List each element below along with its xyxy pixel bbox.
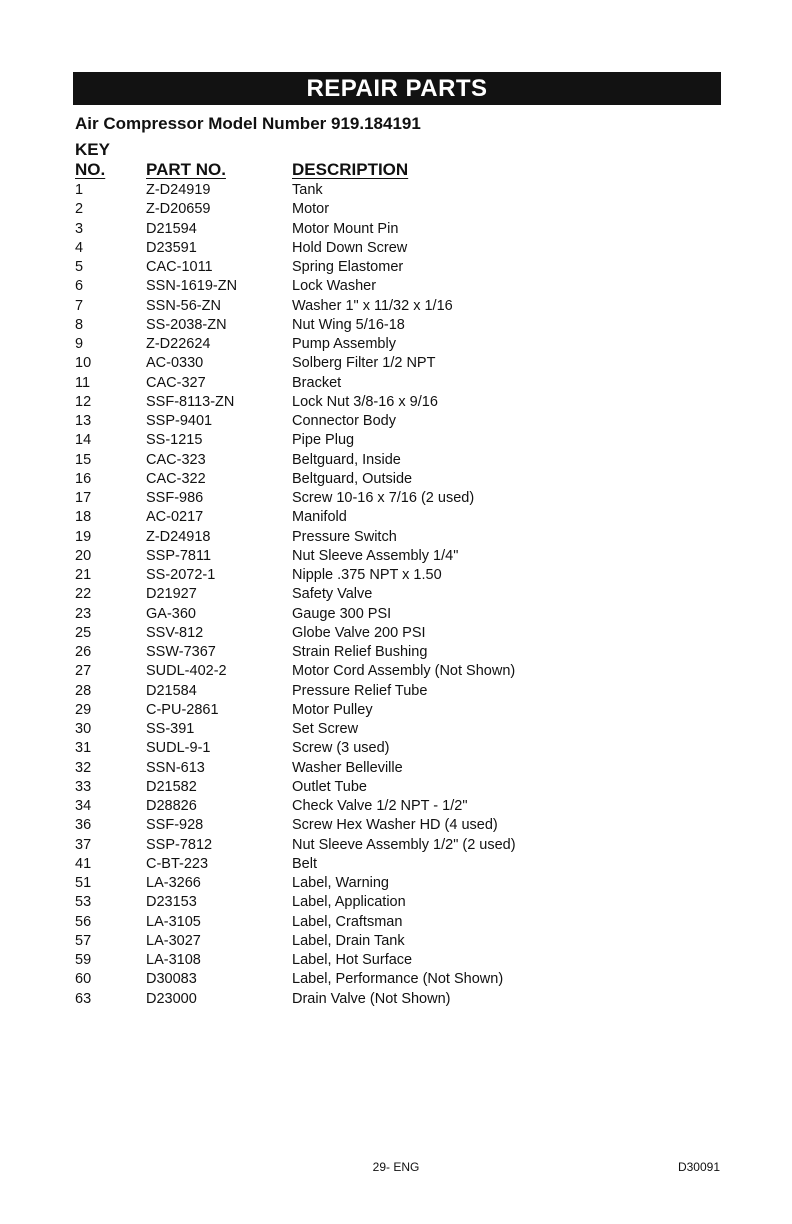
part-description: Pressure Switch [292,528,397,545]
part-number: Z-D20659 [146,201,211,218]
part-description: Beltguard, Inside [292,451,401,468]
key-number: 12 [75,393,92,410]
key-number: 11 [75,374,91,391]
key-number: 33 [75,778,92,795]
part-description: Washer 1" x 11/32 x 1/16 [292,297,453,314]
key-number: 57 [75,932,92,949]
table-row [75,913,715,932]
table-row [75,585,715,604]
part-description: Drain Valve (Not Shown) [292,990,451,1007]
key-number: 16 [75,470,92,487]
table-row [75,720,715,739]
table-row [75,759,715,778]
table-row [75,682,715,701]
part-description: Lock Nut 3/8-16 x 9/16 [292,393,438,410]
part-description: Label, Application [292,894,406,911]
part-description: Nut Sleeve Assembly 1/2" (2 used) [292,836,516,853]
key-number: 20 [75,547,92,564]
part-number: SSP-7811 [146,547,212,564]
part-description: Pump Assembly [292,336,396,352]
part-number: D21927 [146,586,197,603]
table-row [75,393,715,412]
part-description: Screw Hex Washer HD (4 used) [292,817,498,834]
key-number: 22 [75,586,92,603]
part-description: Label, Performance (Not Shown) [292,971,504,988]
part-description: Check Valve 1/2 NPT - 1/2" [292,798,468,814]
part-number: C-BT-223 [146,855,209,872]
part-description: Screw 10-16 x 7/16 (2 used) [292,490,475,506]
table-row [75,470,715,489]
table-row [75,451,715,470]
part-description: Solberg Filter 1/2 NPT [292,355,436,372]
key-number: 59 [75,952,92,968]
table-row [75,508,715,527]
part-number: SSF-8113-ZN [146,393,235,410]
key-number: 4 [75,239,84,256]
table-row [75,220,715,239]
table-row [75,277,715,296]
table-row [75,412,715,431]
table-row [75,855,715,874]
key-number: 3 [75,220,84,237]
part-number: LA-3105 [146,913,201,930]
key-number: 32 [75,759,92,776]
key-number: 25 [75,624,92,641]
part-description: Screw (3 used) [292,740,390,757]
key-number: 27 [75,663,92,680]
part-number: SSN-56-ZN [146,297,221,314]
part-number: SS-1215 [146,432,203,449]
key-number: 31 [75,740,92,757]
table-row [75,258,715,277]
page-number: 29- ENG [372,1160,420,1174]
part-description: Gauge 300 PSI [292,605,392,622]
part-number: CAC-1011 [146,259,213,275]
key-number: 30 [75,721,92,737]
part-description: Nipple .375 NPT x 1.50 [292,567,442,583]
key-number: 53 [75,894,92,911]
table-row [75,605,715,624]
table-row [75,624,715,643]
column-header-part-no: PART NO. [146,160,226,179]
part-description: Connector Body [292,413,396,429]
key-number: 41 [75,855,92,872]
key-number: 17 [75,490,92,506]
key-number: 51 [75,875,92,891]
part-description: Motor Mount Pin [292,220,399,237]
part-number: SSV-812 [146,624,204,641]
table-row [75,990,715,1009]
part-number: D28826 [146,798,197,814]
table-row [75,354,715,373]
part-number: LA-3266 [146,875,201,891]
table-row [75,547,715,566]
part-number: SS-2072-1 [146,567,216,583]
key-number: 7 [75,297,84,314]
table-row [75,797,715,816]
part-description: Manifold [292,509,347,526]
part-description: Motor [292,201,330,218]
part-description: Set Screw [292,721,359,737]
part-description: Strain Relief Bushing [292,644,428,660]
part-number: SSP-9401 [146,413,213,429]
key-number: 34 [75,798,92,814]
part-number: AC-0217 [146,509,204,526]
part-number: CAC-327 [146,374,206,391]
table-row [75,181,715,200]
part-description: Bracket [292,374,342,391]
part-description: Motor Pulley [292,701,373,718]
part-description: Pipe Plug [292,432,355,449]
key-column-label: KEY [75,140,110,159]
key-number: 1 [75,182,84,198]
part-description: Nut Sleeve Assembly 1/4" [292,547,459,564]
part-number: SSN-1619-ZN [146,278,238,295]
key-number: 18 [75,509,92,526]
part-number: Z-D22624 [146,336,211,352]
part-description: Lock Washer [292,278,377,295]
part-number: GA-360 [146,605,196,622]
part-description: Motor Cord Assembly (Not Shown) [292,663,516,680]
part-number: LA-3108 [146,952,201,968]
key-number: 15 [75,451,92,468]
part-description: Beltguard, Outside [292,470,413,487]
table-row [75,528,715,547]
key-number: 26 [75,644,92,660]
part-number: D30083 [146,971,197,988]
table-row [75,643,715,662]
part-number: Z-D24919 [146,182,211,198]
table-row [75,816,715,835]
table-row [75,836,715,855]
part-description: Tank [292,182,323,198]
part-description: Hold Down Screw [292,239,408,256]
parts-list [75,181,715,1009]
part-number: SUDL-9-1 [146,740,211,757]
column-header-description: DESCRIPTION [292,160,409,179]
part-number: C-PU-2861 [146,701,219,718]
part-number: SS-2038-ZN [146,316,227,333]
part-number: SSF-986 [146,490,204,506]
section-banner: REPAIR PARTS [73,72,721,105]
table-row [75,662,715,681]
key-number: 19 [75,528,92,545]
part-number: SS-391 [146,721,195,737]
key-number: 14 [75,432,92,449]
part-number: CAC-323 [146,451,206,468]
column-header-no: NO. [75,160,106,179]
table-row [75,297,715,316]
part-number: AC-0330 [146,355,204,372]
part-description: Safety Valve [292,586,373,603]
key-number: 5 [75,259,84,275]
key-number: 6 [75,278,84,295]
part-number: SSP-7812 [146,836,213,853]
key-number: 36 [75,817,92,834]
part-description: Label, Drain Tank [292,932,405,949]
key-number: 10 [75,355,92,372]
part-number: SUDL-402-2 [146,663,227,680]
part-number: D21584 [146,682,197,699]
table-row [75,970,715,989]
key-number: 56 [75,913,92,930]
part-number: Z-D24918 [146,528,211,545]
part-description: Belt [292,855,317,872]
part-number: D21594 [146,220,197,237]
key-number: 63 [75,990,92,1007]
key-number: 37 [75,836,92,853]
table-row [75,316,715,335]
key-number: 28 [75,682,92,699]
part-number: SSN-613 [146,759,205,776]
part-description: Spring Elastomer [292,259,404,275]
part-number: D23153 [146,894,197,911]
table-row [75,239,715,258]
part-number: D23000 [146,990,197,1007]
part-description: Label, Warning [292,875,389,891]
table-row [75,778,715,797]
key-number: 21 [75,567,92,583]
key-number: 13 [75,413,92,429]
key-number: 2 [75,201,84,218]
part-description: Globe Valve 200 PSI [292,624,426,641]
key-number: 9 [75,336,84,352]
table-row [75,431,715,450]
model-number-title: Air Compressor Model Number 919.184191 [75,114,421,133]
part-number: CAC-322 [146,470,206,487]
table-row [75,932,715,951]
part-description: Outlet Tube [292,778,367,795]
part-number: SSW-7367 [146,644,216,660]
key-number: 29 [75,701,92,718]
part-description: Nut Wing 5/16-18 [292,316,405,333]
table-row [75,489,715,508]
part-number: D21582 [146,778,197,795]
document-code: D30091 [677,1160,720,1174]
table-row [75,874,715,893]
key-number: 60 [75,971,92,988]
part-description: Label, Craftsman [292,913,403,930]
part-description: Washer Belleville [292,759,403,776]
table-row [75,739,715,758]
key-number: 8 [75,316,84,333]
table-row [75,200,715,219]
part-number: SSF-928 [146,817,204,834]
table-row [75,951,715,970]
table-row [75,335,715,354]
part-description: Pressure Relief Tube [292,682,428,699]
key-number: 23 [75,605,92,622]
table-row [75,893,715,912]
table-row [75,374,715,393]
part-number: LA-3027 [146,932,201,949]
part-number: D23591 [146,239,197,256]
table-row [75,566,715,585]
part-description: Label, Hot Surface [292,952,413,968]
table-row [75,701,715,720]
